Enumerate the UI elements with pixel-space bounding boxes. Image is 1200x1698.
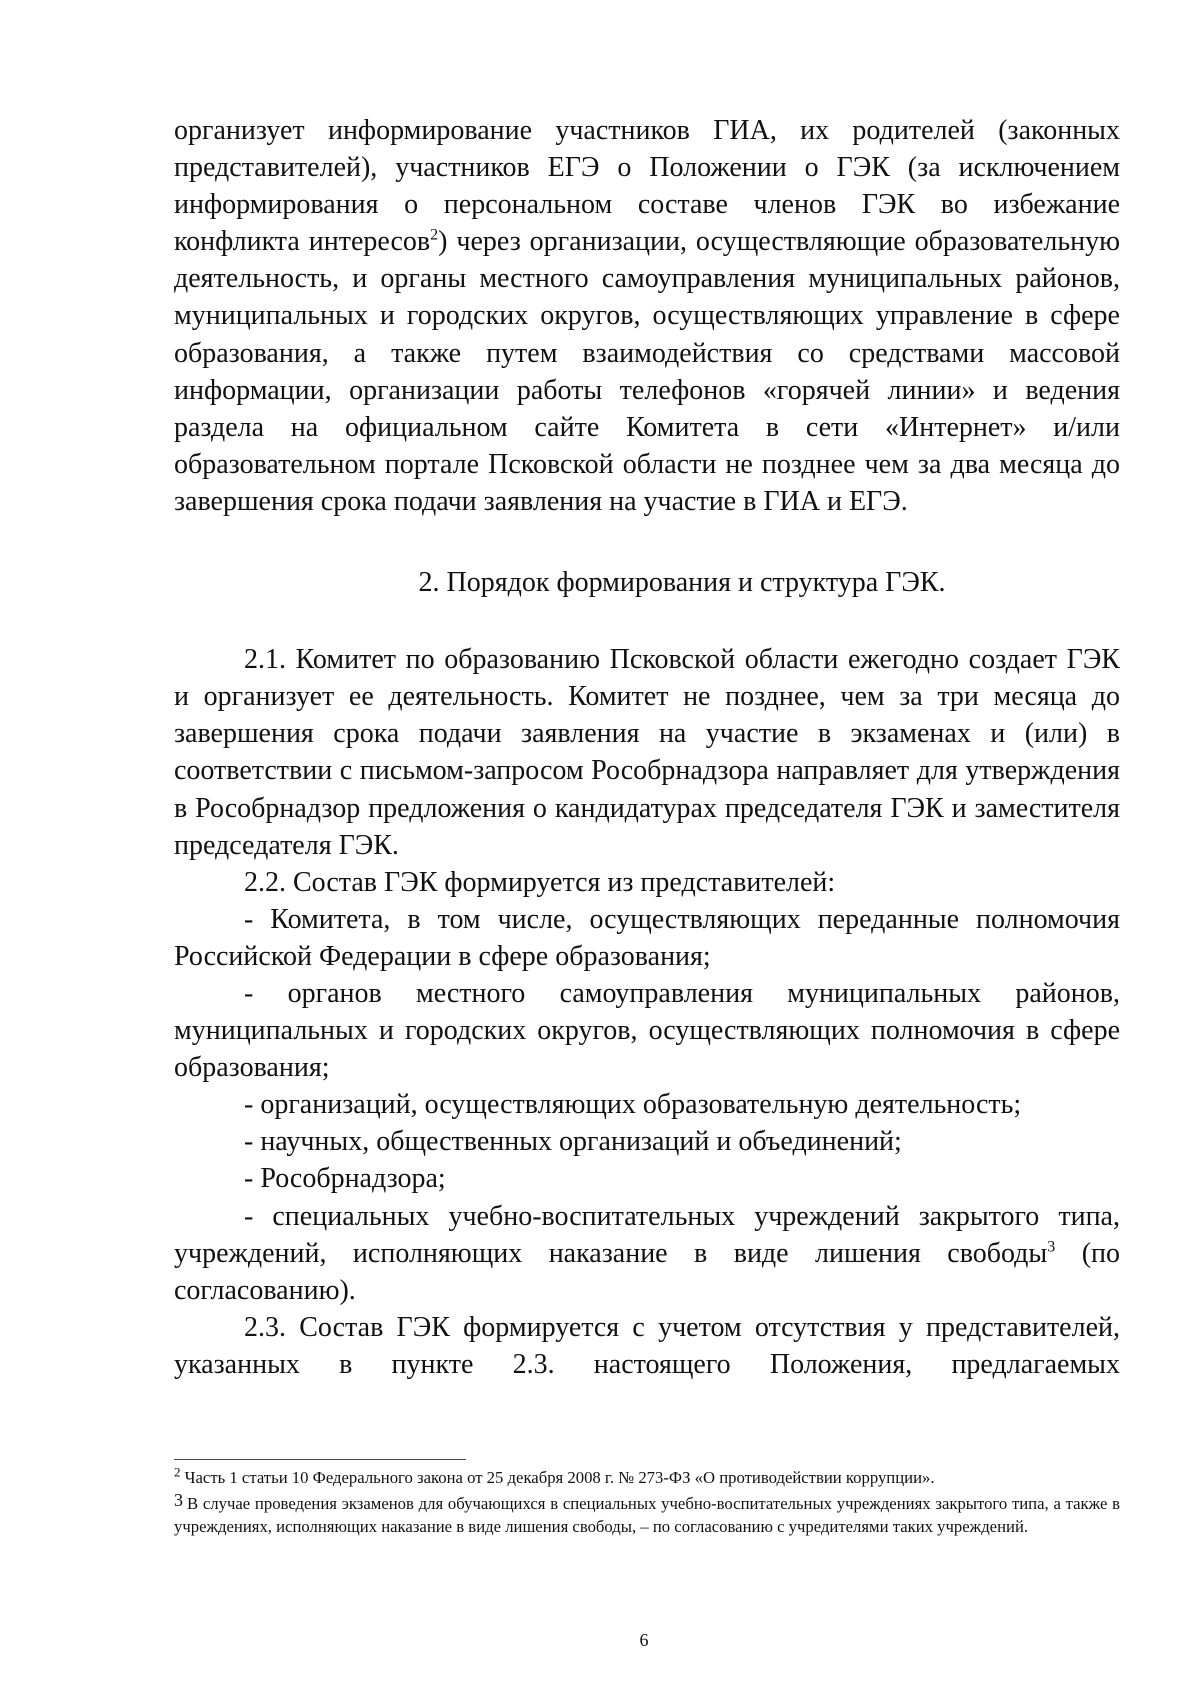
footnote-3 <box>174 1489 1120 1538</box>
list-item-text: - специальных учебно-воспитательных учреждений закрытого типа, учреждений, исполняющих наказание в виде лишения свободы <box>174 1200 1120 1269</box>
footnote-text: В случае проведения экзаменов для обучающихся в специальных учебно-воспитательных учреждениях закрытого типа, а также в учреждениях, исполняющих наказание в виде лишения свободы, – по согласованию с учредителями таких учреждений. <box>174 1494 1120 1536</box>
paragraph-2-1: 2.1. Комитет по образованию Псковской области ежегодно создает ГЭК и организует ее деятельность. Комитет не позднее, чем за три месяца до завершения срока подачи заявления на участие в экзаменах и (или) в соответствии с письмом-запросом Рособрнадзора направляет для утверждения в Рособрнадзор предложения о кандидатурах председателя ГЭК и заместителя председателя ГЭК. <box>174 644 1120 861</box>
page-number: 6 <box>639 1630 649 1650</box>
footnote-mark: 2 <box>174 1464 181 1480</box>
paragraph-2-2: 2.2. Состав ГЭК формируется из представителей: <box>244 866 836 898</box>
list-item-educational-organizations: - организаций, осуществляющих образовательную деятельность; <box>244 1089 1022 1121</box>
footnote-2 <box>174 1466 1120 1489</box>
footnote-mark: 3 <box>174 1490 183 1510</box>
list-item-text-continued: (по согласованию). <box>174 1237 1121 1306</box>
list-item-rosobrnadzor: - Рособрнадзора; <box>244 1163 446 1195</box>
list-item-scientific-organizations: - научных, общественных организаций и объединений; <box>244 1126 902 1158</box>
paragraph-informing <box>174 112 1120 520</box>
list-item-local-authorities: - органов местного самоуправления муниципальных районов, муниципальных и городских округов, осуществляющих полномочия в сфере образования; <box>174 977 1120 1084</box>
document-body <box>174 112 1120 1383</box>
list-item-special-institutions <box>174 1198 1120 1309</box>
footnote-reference-3[interactable]: 3 <box>1047 1238 1056 1256</box>
list-item-committee: - Комитета, в том числе, осуществляющих переданные полномочия Российской Федерации в сфере образования; <box>174 903 1120 972</box>
footnote-separator <box>174 1459 466 1460</box>
paragraph-text: организует информирование участников ГИА, их родителей (законных представителей), участников ЕГЭ о Положении о ГЭК (за исключением информирования о персональном составе членов ГЭК во избежание конфликта интересов <box>174 115 1120 258</box>
footnote-reference-2[interactable]: 2 <box>430 226 439 244</box>
section-heading: 2. Порядок формирования и структура ГЭК. <box>418 567 946 599</box>
paragraph-2-3: 2.3. Состав ГЭК формируется с учетом отсутствия у представителей, указанных в пункте 2.3. настоящего Положения, предлагаемых <box>174 1311 1120 1380</box>
paragraph-text-continued: ) через организации, осуществляющие образовательную деятельность, и органы местного самоуправления муниципальных районов, муниципальных и городских округов, осуществляющих управление в сфере образования, а также путем взаимодействия со средствами массовой информации, организации работы телефонов «горячей линии» и ведения раздела на официальном сайте Комитета в сети «Интернет» и/или образовательном портале Псковской области не позднее чем за два месяца до завершения срока подачи заявления на участие в ГИА и ЕГЭ. <box>174 226 1121 517</box>
footnotes <box>174 1466 1120 1538</box>
footnote-text: Часть 1 статьи 10 Федерального закона от 25 декабря 2008 г. № 273-ФЗ «О противодействии коррупции». <box>184 1468 935 1487</box>
